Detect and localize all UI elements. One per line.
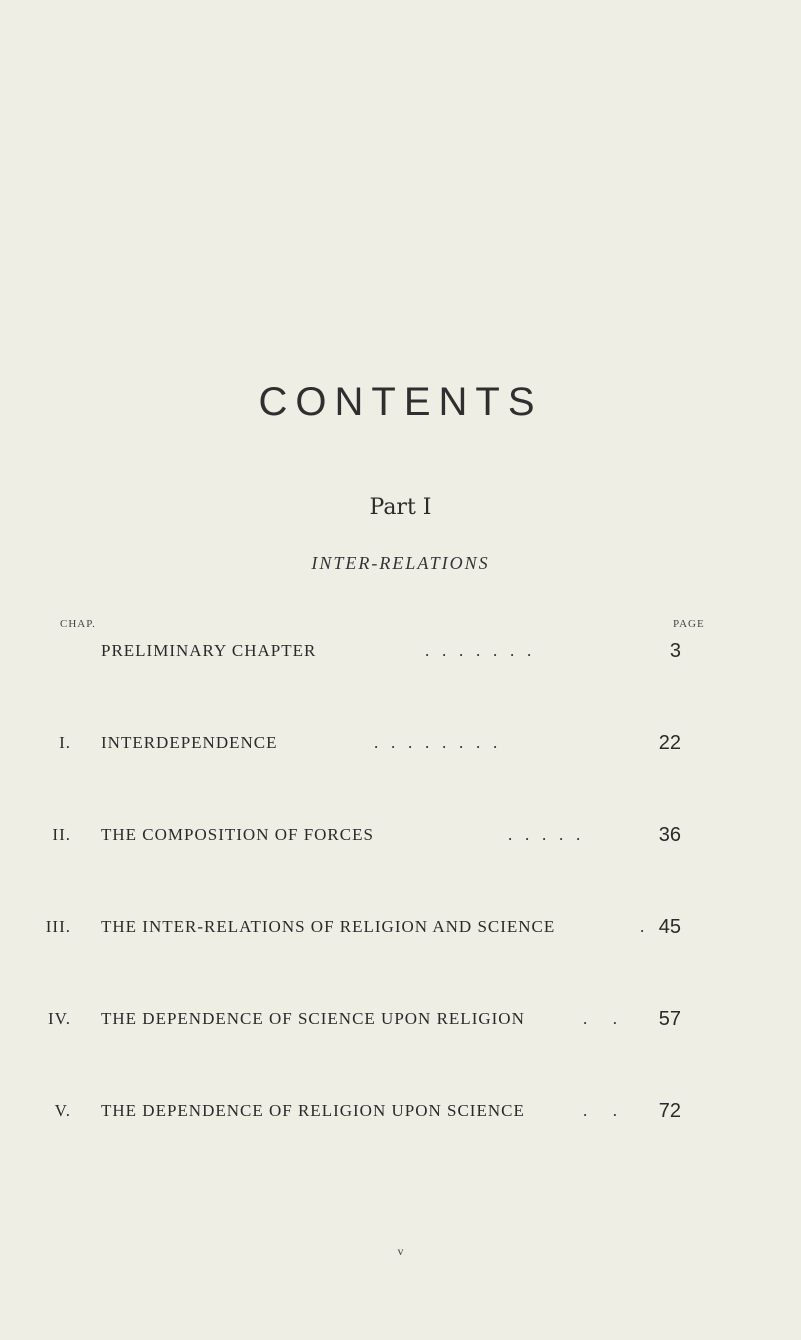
toc-entry-preliminary[interactable] — [0, 641, 801, 667]
page-number: 3 — [669, 640, 681, 662]
chapter-number: II. — [52, 825, 71, 844]
toc-entry-chapter-3[interactable] — [0, 917, 801, 943]
dot-leader: . . . . . . . — [425, 641, 532, 660]
chapter-title: THE DEPENDENCE OF SCIENCE UPON RELIGION — [101, 1009, 525, 1028]
toc-entry-chapter-5[interactable] — [0, 1101, 801, 1127]
toc-entry-chapter-2[interactable] — [0, 825, 801, 851]
chapter-title: THE INTER-RELATIONS OF RELIGION AND SCIENCE — [101, 917, 556, 936]
chapter-title: PRELIMINARY CHAPTER — [101, 641, 317, 660]
dot-leader: . . — [583, 1009, 617, 1028]
dot-leader: . . . . . . . . — [374, 733, 498, 752]
page-column-header: PAGE — [673, 618, 705, 630]
chapter-title: INTERDEPENDENCE — [101, 733, 278, 752]
chapter-title: THE DEPENDENCE OF RELIGION UPON SCIENCE — [101, 1101, 525, 1120]
page-title: CONTENTS — [258, 380, 543, 424]
dot-leader: . . — [583, 1101, 617, 1120]
folio-number: v — [397, 1244, 404, 1258]
toc-entry-chapter-4[interactable] — [0, 1009, 801, 1035]
chapter-title: THE COMPOSITION OF FORCES — [101, 825, 374, 844]
page-number: 22 — [658, 732, 681, 754]
part-heading: Part I — [369, 495, 432, 520]
chapter-number: I. — [59, 733, 71, 752]
dot-leader: . — [640, 917, 645, 936]
chapter-number: IV. — [48, 1009, 71, 1028]
page-number: 72 — [658, 1100, 681, 1122]
chapter-number: V. — [54, 1101, 71, 1120]
part-subtitle: INTER-RELATIONS — [311, 553, 490, 573]
dot-leader: . . . . . — [508, 825, 581, 844]
page-number: 36 — [658, 824, 681, 846]
toc-entry-chapter-1[interactable] — [0, 733, 801, 759]
chapter-column-header: CHAP. — [60, 618, 96, 630]
page-number: 57 — [658, 1008, 681, 1030]
page-number: 45 — [658, 916, 681, 938]
chapter-number: III. — [45, 917, 71, 936]
